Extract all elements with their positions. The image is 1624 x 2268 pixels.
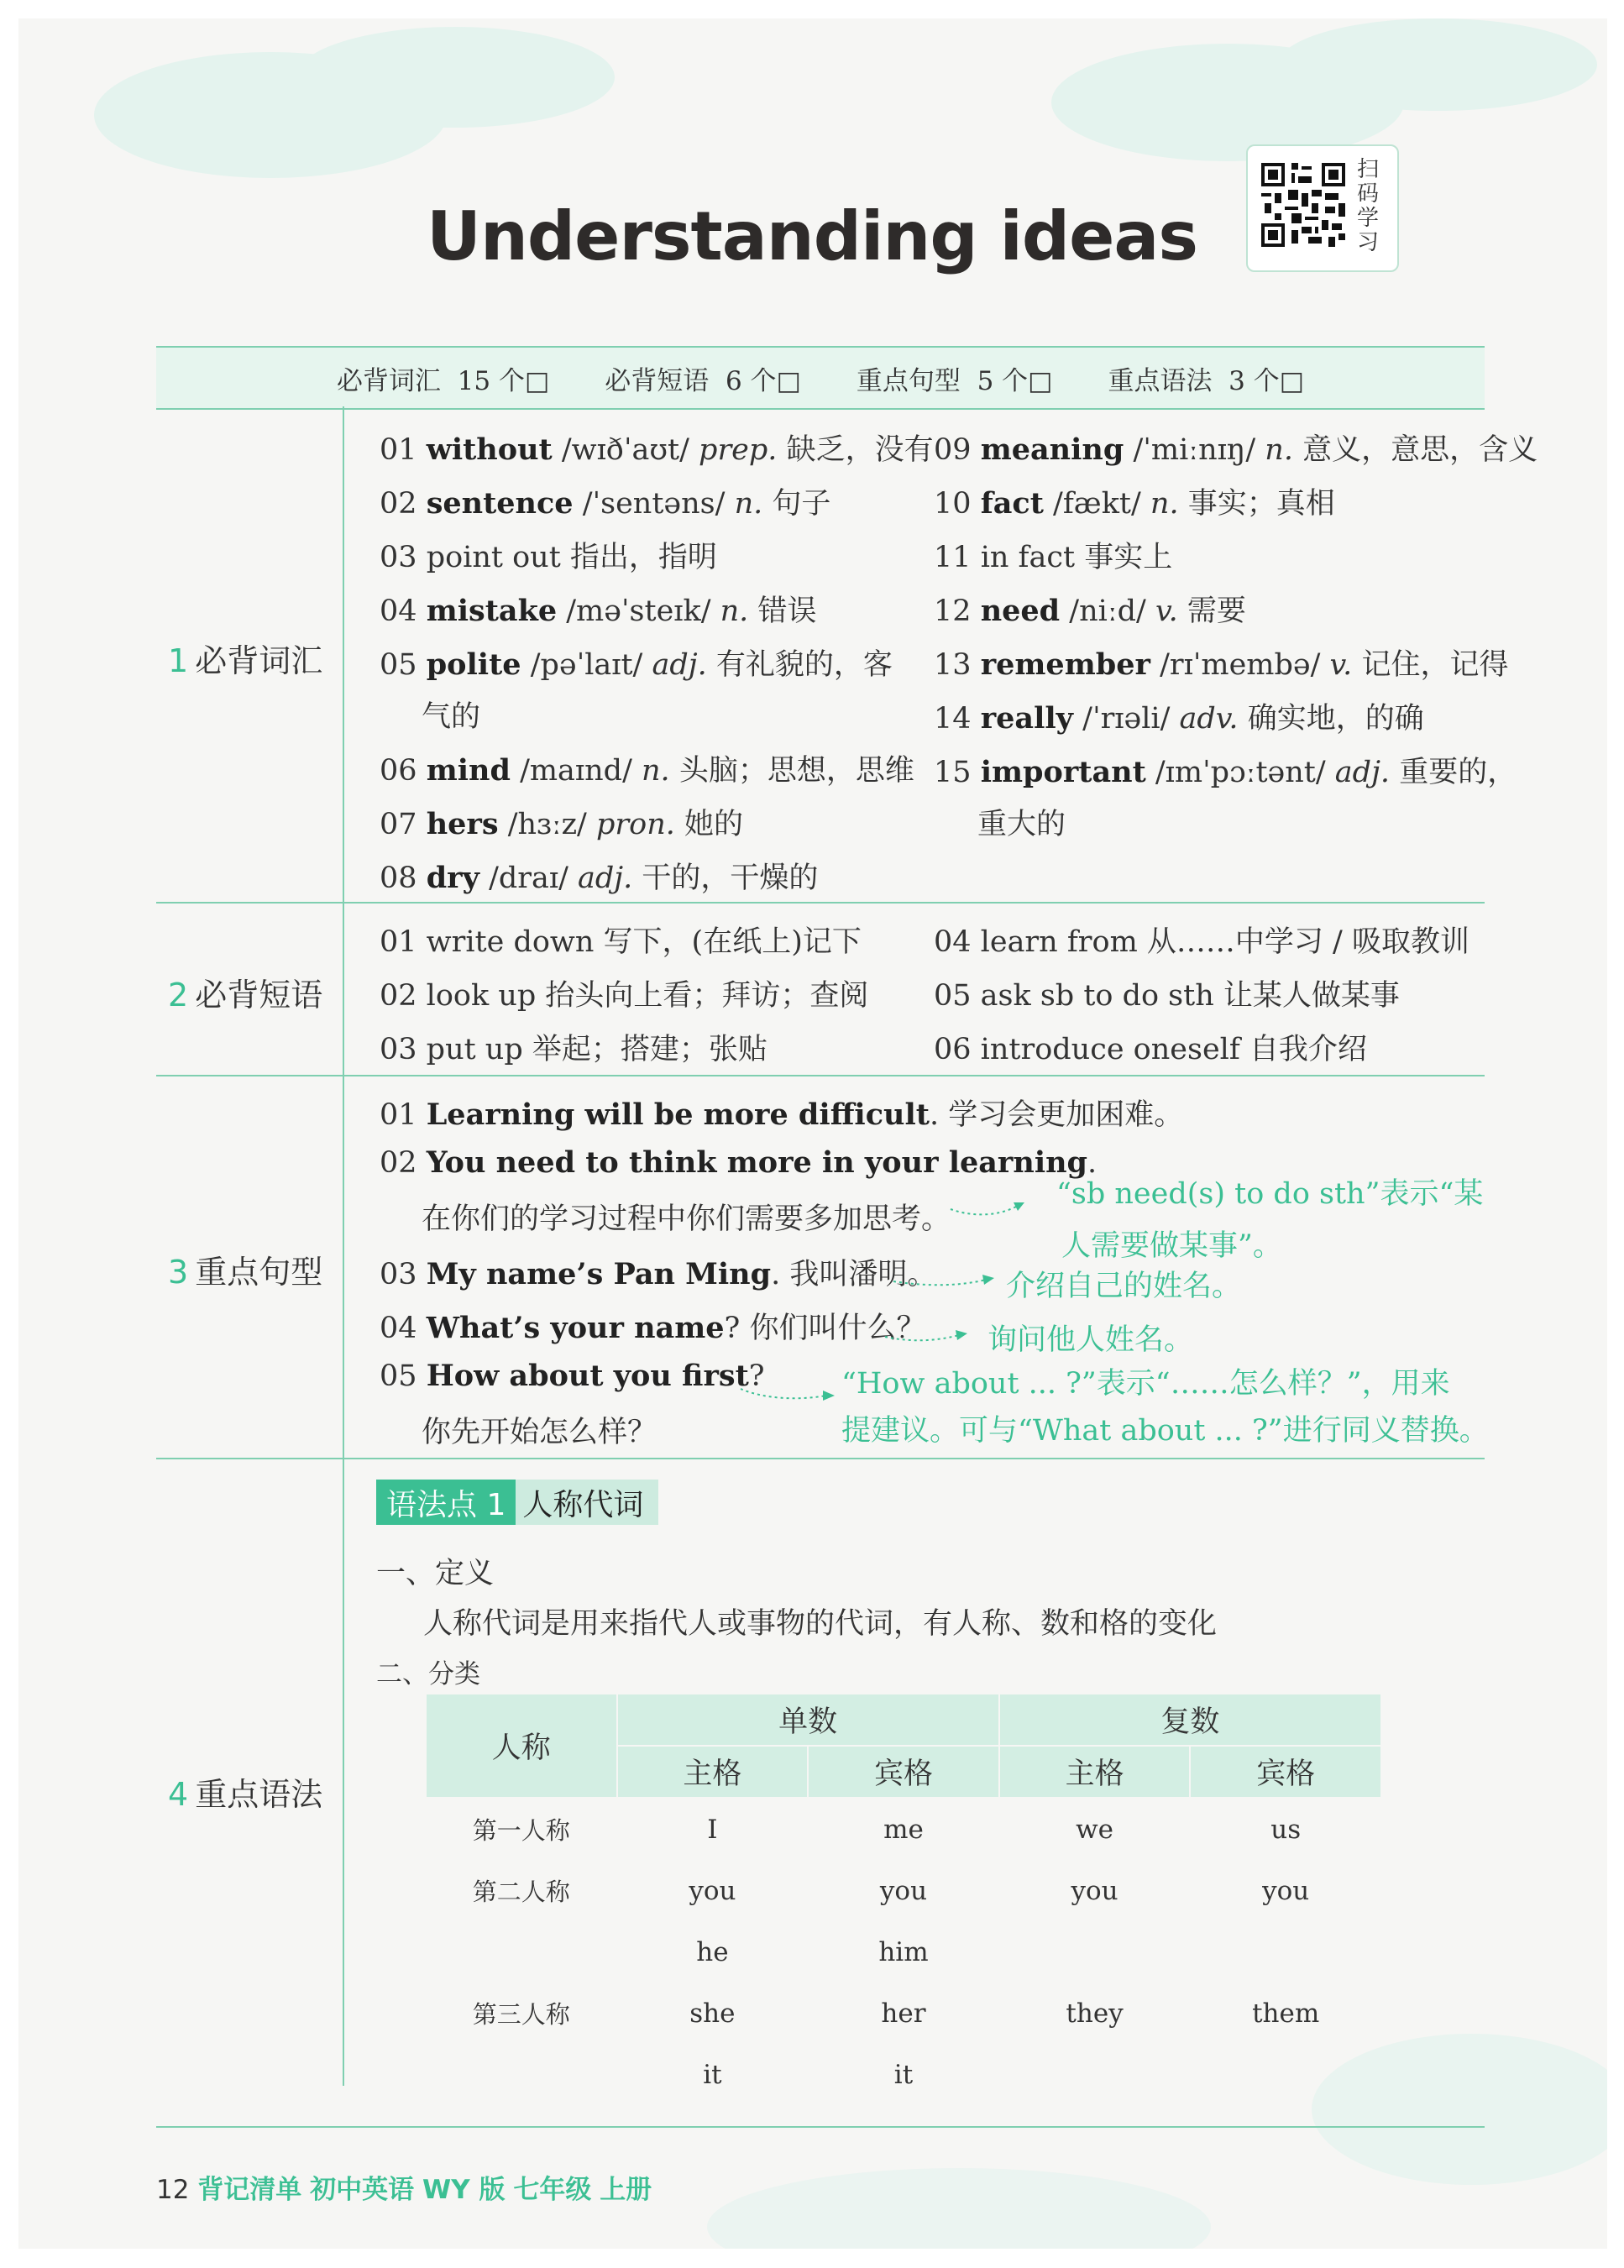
table-cell: it <box>703 2059 722 2090</box>
vocab-item: 01 without /wɪðˈaʊt/ prep. 缺乏，没有 <box>380 432 934 467</box>
page-title: Understanding ideas <box>427 197 1197 275</box>
footer-term: 上册 <box>600 2175 652 2205</box>
page-footer <box>156 2168 652 2206</box>
vocab-item: 15 important /ɪmˈpɔːtənt/ adj. 重要的， <box>934 755 1517 789</box>
table-cell-person: 第三人称 <box>472 2000 570 2029</box>
sentence-note: 介绍自己的姓名。 <box>1006 1270 1242 1303</box>
table-header-subject: 主格 <box>999 1746 1191 1798</box>
phrase-item: 06 introduce oneself 自我介绍 <box>934 1033 1367 1066</box>
summary-grammar: 重点语法 3 个□ <box>1108 365 1305 396</box>
sentence-item: 04 What’s your name? 你们叫什么？ <box>380 1311 926 1345</box>
sentence-note: 人需要做某事”。 <box>1061 1229 1282 1263</box>
phrase-item: 03 put up 举起；搭建；张贴 <box>380 1033 767 1066</box>
table-header-plural: 复数 <box>999 1694 1381 1746</box>
table-cell: her <box>881 1998 926 2029</box>
phrase-item: 04 learn from 从……中学习 / 吸取教训 <box>934 925 1469 959</box>
vocab-item: 12 need /niːd/ v. 需要 <box>934 594 1246 628</box>
section-label-sentences: 3 重点句型 <box>168 1254 323 1291</box>
footer-book: 初中英语 <box>310 2175 415 2205</box>
table-header-object: 宾格 <box>1190 1746 1381 1798</box>
summary-phrases: 必背短语 6 个□ <box>605 365 801 396</box>
vocab-item-continued: 气的 <box>422 700 481 734</box>
arrow-icon <box>883 1317 971 1350</box>
table-cell: it <box>893 2059 914 2090</box>
phrase-item: 01 write down 写下，(在纸上)记下 <box>380 925 862 959</box>
table-cell: he <box>696 1936 729 1967</box>
vocab-item: 07 hers /hɜːz/ pron. 她的 <box>380 807 744 841</box>
vocab-item-continued: 重大的 <box>977 808 1066 841</box>
pronoun-table <box>425 1693 1382 2105</box>
table-cell: we <box>1076 1814 1114 1845</box>
vocab-item: 14 really /ˈrɪəli/ adv. 确实地，的确 <box>934 701 1424 736</box>
qr-code-icon <box>1261 163 1345 247</box>
vocab-item: 04 mistake /məˈsteɪk/ n. 错误 <box>380 594 817 628</box>
table-cell: you <box>1262 1875 1310 1906</box>
qr-code-panel[interactable] <box>1246 144 1399 272</box>
checkbox-icon[interactable]: □ <box>524 365 550 396</box>
vocab-item: 06 mind /maɪnd/ n. 头脑；思想，思维 <box>380 753 914 788</box>
section-divider <box>156 1458 1485 1459</box>
vocab-item: 02 sentence /ˈsentəns/ n. 句子 <box>380 486 831 521</box>
table-cell: me <box>883 1814 924 1845</box>
table-cell: us <box>1270 1814 1302 1845</box>
phrase-item: 02 look up 抬头向上看；拜访；查阅 <box>380 979 869 1013</box>
checkbox-icon[interactable]: □ <box>1279 365 1305 396</box>
table-cell-person: 第一人称 <box>472 1816 570 1845</box>
qr-scan-label: 扫码学习 <box>1356 157 1379 255</box>
table-header-object: 宾格 <box>808 1746 999 1798</box>
summary-vocab: 必背词汇 15 个□ <box>336 365 550 396</box>
sentence-note: “sb need(s) to do sth”表示“某 <box>1056 1177 1484 1211</box>
grammar-definition-text: 人称代词是用来指代人或事物的代词，有人称、数和格的变化 <box>423 1607 1218 1641</box>
table-cell-person: 第二人称 <box>472 1878 570 1906</box>
table-cell: she <box>689 1998 736 2029</box>
table-cell: him <box>878 1936 929 1967</box>
table-cell: you <box>879 1875 928 1906</box>
vocab-item: 05 polite /pəˈlaɪt/ adj. 有礼貌的，客 <box>380 647 893 682</box>
vocab-item: 11 in fact 事实上 <box>934 541 1173 574</box>
table-row <box>426 1798 1381 1860</box>
sentence-item: 05 How about you first? <box>380 1359 765 1393</box>
sentence-translation: 你先开始怎么样？ <box>422 1416 657 1449</box>
summary-sentences: 重点句型 5 个□ <box>856 365 1053 396</box>
sentence-item: 03 My name’s Pan Ming. 我叫潘明。 <box>380 1257 937 1291</box>
vocab-item: 09 meaning /ˈmiːnɪŋ/ n. 意义，意思，含义 <box>934 432 1538 467</box>
table-header-singular: 单数 <box>617 1694 999 1746</box>
table-cell: you <box>689 1875 736 1906</box>
decor-cloud <box>296 27 615 128</box>
table-row <box>426 1860 1381 1921</box>
footer-version: WY 版 <box>422 2175 506 2205</box>
arrow-icon <box>739 1374 838 1407</box>
table-row <box>426 1921 1381 1983</box>
sentence-note: 询问他人姓名。 <box>987 1323 1194 1357</box>
grammar-classification-heading: 二、分类 <box>376 1659 480 1689</box>
table-cell: I <box>707 1814 718 1845</box>
vocab-item: 13 remember /rɪˈmembə/ v. 记住，记得 <box>934 647 1509 682</box>
page-number: 12 <box>156 2175 190 2205</box>
arrow-icon <box>892 1261 998 1295</box>
checkbox-icon[interactable]: □ <box>1028 365 1053 396</box>
sentence-item: 01 Learning will be more difficult. 学习会更加困难。 <box>380 1097 1184 1132</box>
section-divider <box>156 1075 1485 1076</box>
grammar-point-number: 语法点 1 <box>376 1480 516 1525</box>
vocab-item: 08 dry /draɪ/ adj. 干的，干燥的 <box>380 861 819 895</box>
sentence-note: “How about ... ?”表示“……怎么样？”，用来 <box>841 1367 1450 1401</box>
sentence-item: 02 You need to think more in your learning. <box>380 1145 1098 1180</box>
summary-bar <box>156 346 1485 410</box>
decor-cloud <box>707 2168 1211 2249</box>
section-label-vocab: 1 必背词汇 <box>168 642 323 679</box>
section-divider <box>156 2126 1485 2128</box>
table-cell: they <box>1066 1998 1124 2029</box>
table-cell: them <box>1252 1998 1320 2029</box>
table-header-person: 人称 <box>426 1694 617 1798</box>
grammar-point-tag <box>376 1480 658 1525</box>
decor-cloud <box>1278 18 1597 111</box>
checkbox-icon[interactable]: □ <box>776 365 801 396</box>
footer-brand: 背记清单 <box>197 2175 302 2205</box>
table-header-subject: 主格 <box>617 1746 809 1798</box>
sentence-translation: 在你们的学习过程中你们需要多加思考。 <box>422 1202 951 1236</box>
section-label-phrases: 2 必背短语 <box>168 977 323 1014</box>
table-cell: you <box>1071 1875 1118 1906</box>
section-divider <box>156 902 1485 904</box>
footer-grade: 七年级 <box>513 2175 592 2205</box>
grammar-point-title: 人称代词 <box>516 1480 658 1525</box>
sentence-note: 提建议。可与“What about ... ?”进行同义替换。 <box>841 1414 1489 1448</box>
arrow-icon <box>949 1189 1029 1223</box>
vocab-item: 10 fact /fækt/ n. 事实；真相 <box>934 486 1335 521</box>
phrase-item: 05 ask sb to do sth 让某人做某事 <box>934 979 1400 1013</box>
grammar-definition-heading: 一、定义 <box>376 1557 495 1590</box>
vocab-item: 03 point out 指出，指明 <box>380 541 717 574</box>
section-label-grammar: 4 重点语法 <box>168 1776 323 1813</box>
